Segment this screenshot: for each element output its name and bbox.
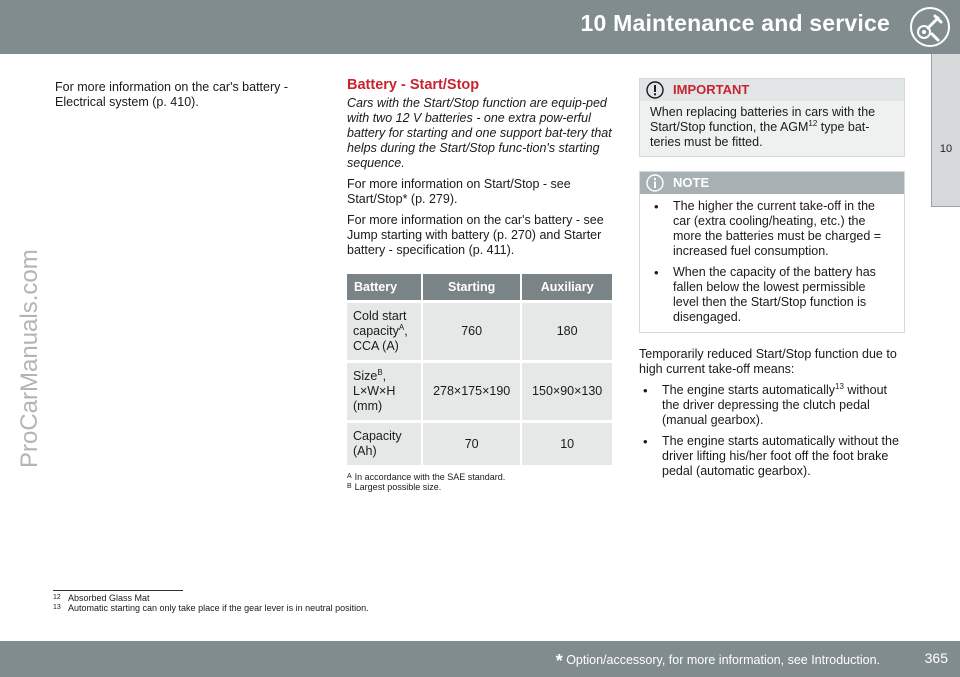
column-middle [347,78,612,492]
important-body: When replacing batteries in cars with the Start/Stop function, the AGM$^{12}$ type bat-teries must be fitted. [640,101,904,156]
reduced-function-list [639,383,905,479]
table-footnote: $^A$ In accordance with the SAE standard. [347,472,506,482]
column-right [639,78,905,485]
chapter-title: 10 Maintenance and service [580,10,890,36]
footer-note: * Option/accessory, for more information, see Introduction. [555,651,880,671]
section-heading: Battery - Start/Stop [347,77,480,93]
starting-value: 760 [422,302,521,362]
table-row [347,422,612,466]
row-label: Cold start capacity$^A$, CCA (A) [347,302,422,362]
info-icon [646,174,664,192]
important-header [640,79,904,101]
footnote-divider [53,590,183,591]
auxiliary-value: 10 [521,422,612,466]
auxiliary-value: 150×90×130 [521,362,612,422]
reduced-function-text: Temporarily reduced Start/Stop function due to high current take-off means: [639,347,897,376]
battery-info-text: For more information on the car's battery - Electrical system (p. 410). [55,80,289,109]
table-footnote: $^B$ Largest possible size. [347,482,442,492]
startstop-reference: For more information on Start/Stop - see Start/Stop* (p. 279). [347,177,571,206]
table-header: Auxiliary [521,274,612,302]
watermark: ProCarManuals.com [16,249,43,468]
chapter-tab [931,54,960,207]
auxiliary-value: 180 [521,302,612,362]
note-body [640,194,904,332]
footnote: 12 Absorbed Glass Mat [53,593,150,603]
note-title: NOTE [673,175,710,190]
table-header: Battery [347,274,422,302]
column-left [55,80,310,110]
list-item: • The higher the current take-off in the car (extra cooling/heating, etc.) the more the batteries must be charged = increased fuel consumption. [650,199,894,259]
list-item: • The engine starts automatically$^{13}$ without the driver depressing the clutch pedal (manual gearbox). [639,383,905,428]
battery-spec-table [347,274,612,465]
note-header [640,172,904,194]
footnote: 13 Automatic starting can only take place if the gear lever is in neutral position. [53,603,369,613]
table-footnotes [347,472,612,492]
page-footer [0,641,960,677]
starting-value: 70 [422,422,521,466]
table-row [347,362,612,422]
section-intro: Cars with the Start/Stop function are equip-ped with two 12 V batteries - one extra pow-erful battery for starting and one support bat-tery that helps during the Start/Stop func-tion's starting sequence. [347,96,612,170]
table-header: Starting [422,274,521,302]
page-footnotes [53,590,553,613]
page-header [0,0,960,54]
list-item: • When the capacity of the battery has fallen below the lowest permissible level then the Start/Stop function is disengaged. [650,265,894,325]
table-row [347,302,612,362]
row-label: Capacity (Ah) [347,422,422,466]
table-header-row [347,274,612,302]
wrench-gear-icon [907,4,953,50]
chapter-tab-number: 10 [939,143,953,155]
important-title: IMPORTANT [673,82,750,97]
starting-value: 278×175×190 [422,362,521,422]
list-item: • The engine starts automatically without the driver lifting his/her foot off the foot brake pedal (automatic gearbox). [639,434,905,479]
row-label: Size$^B$, L×W×H (mm) [347,362,422,422]
note-list [650,199,894,325]
exclamation-icon [646,81,664,99]
page-number: 365 [924,650,948,666]
important-box [639,78,905,157]
battery-reference: For more information on the car's battery - see Jump starting with battery (p. 270) and Starter battery - specification (p. 411). [347,213,604,257]
note-box [639,171,905,333]
